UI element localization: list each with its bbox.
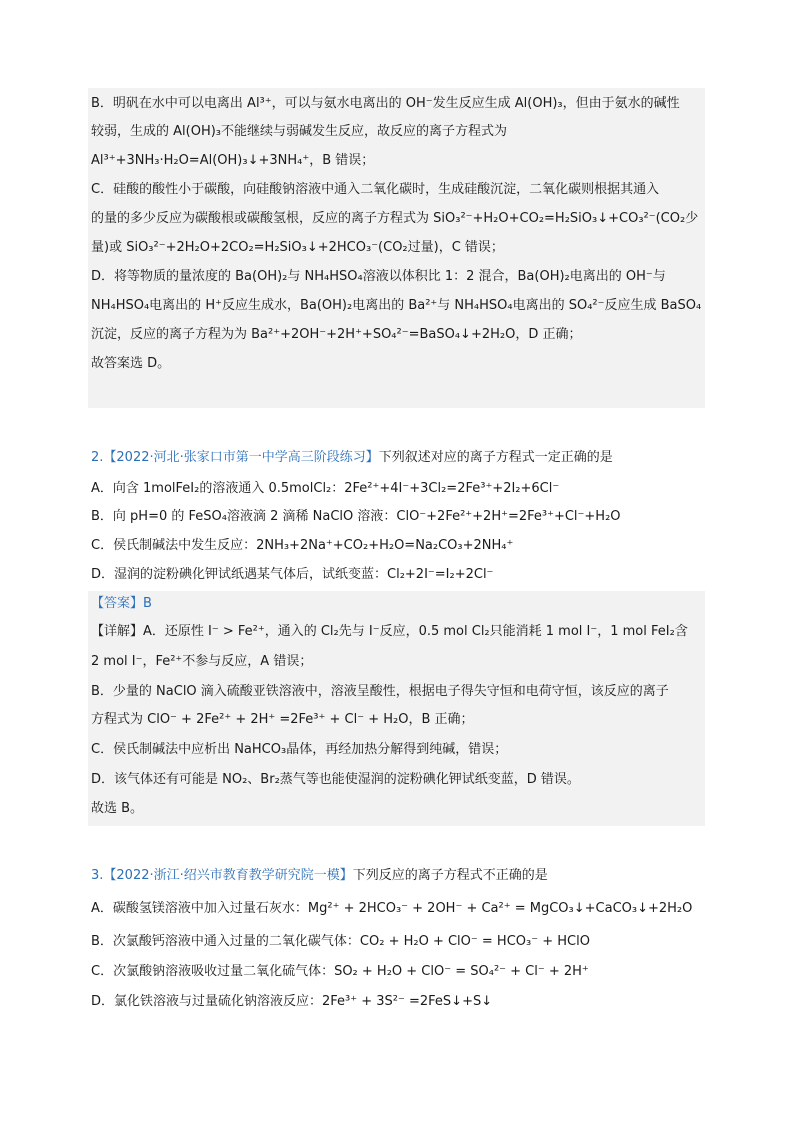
- text-line: B．明矾在水中可以电离出 Al³⁺，可以与氨水电离出的 OH⁻发生反应生成 Al(OH)₃，但由于氨水的碱性: [91, 96, 680, 111]
- text-line: 较弱，生成的 Al(OH)₃不能继续与弱碱发生反应，故反应的离子方程式为: [91, 124, 508, 139]
- detail-line: 2 mol I⁻，Fe²⁺不参与反应，A 错误；: [91, 654, 313, 669]
- question-source: 【2022·河北·张家口市第一中学高三阶段练习】: [103, 450, 379, 465]
- option-a: A．向含 1molFeI₂的溶液通入 0.5molCl₂：2Fe²⁺+4I⁻+3Cl₂=2Fe³⁺+2I₂+6Cl⁻: [91, 481, 560, 496]
- detail-line: 【详解】A．还原性 I⁻ > Fe²⁺，通入的 Cl₂先与 I⁻反应，0.5 mol Cl₂只能消耗 1 mol I⁻，1 mol FeI₂含: [91, 624, 688, 639]
- option-c: C．侯氏制碱法中发生反应：2NH₃+2Na⁺+CO₂+H₂O=Na₂CO₃+2NH₄⁺: [91, 538, 514, 553]
- detail-line: D．该气体还有可能是 NO₂、Br₂蒸气等也能使湿润的淀粉碘化钾试纸变蓝，D 错误。: [91, 772, 580, 787]
- text-line: NH₄HSO₄电离出的 H⁺反应生成水，Ba(OH)₂电离出的 Ba²⁺与 NH₄HSO₄电离出的 SO₄²⁻反应生成 BaSO₄: [91, 298, 702, 313]
- detail-line: 方程式为 ClO⁻ + 2Fe²⁺ + 2H⁺ =2Fe³⁺ + Cl⁻ + H₂O，B 正确；: [91, 712, 474, 727]
- detail-line: B．少量的 NaClO 滴入硫酸亚铁溶液中，溶液呈酸性，根据电子得失守恒和电荷守恒，该反应的离子: [91, 684, 669, 699]
- question-number: 3.: [91, 868, 104, 883]
- text-line: 沉淀，反应的离子方程为为 Ba²⁺+2OH⁻+2H⁺+SO₄²⁻=BaSO₄↓+2H₂O，D 正确；: [91, 327, 582, 342]
- question-3-title: [91, 867, 703, 885]
- text-line: 的量的多少反应为碳酸根或碳酸氢根，反应的离子方程式为 SiO₃²⁻+H₂O+CO₂=H₂SiO₃↓+CO₃²⁻(CO₂少: [91, 211, 699, 226]
- option-d: D．湿润的淀粉碘化钾试纸遇某气体后，试纸变蓝：Cl₂+2I⁻=I₂+2Cl⁻: [91, 567, 494, 582]
- question-stem: 下列反应的离子方程式不正确的是: [352, 868, 548, 883]
- question-stem: 下列叙述对应的离子方程式一定正确的是: [378, 450, 613, 465]
- text-line: Al³⁺+3NH₃·H₂O=Al(OH)₃↓+3NH₄⁺，B 错误；: [91, 153, 375, 168]
- option-a: A．碳酸氢镁溶液中加入过量石灰水：Mg²⁺ + 2HCO₃⁻ + 2OH⁻ + Ca²⁺ = MgCO₃↓+CaCO₃↓+2H₂O: [91, 901, 693, 916]
- text-line: D．将等物质的量浓度的 Ba(OH)₂与 NH₄HSO₄溶液以体积比 1：2 混合，Ba(OH)₂电离出的 OH⁻与: [91, 269, 666, 284]
- option-b: B．向 pH=0 的 FeSO₄溶液滴 2 滴稀 NaClO 溶液：ClO⁻+2Fe²⁺+2H⁺=2Fe³⁺+Cl⁻+H₂O: [91, 509, 621, 524]
- answer-tag: 【答案】B: [91, 596, 152, 611]
- question-number: 2.: [91, 450, 104, 465]
- detail-line: C．侯氏制碱法中应析出 NaHCO₃晶体，再经加热分解得到纯碱，错误；: [91, 742, 508, 757]
- option-c: C．次氯酸钠溶液吸收过量二氧化硫气体：SO₂ + H₂O + ClO⁻ = SO₄²⁻ + Cl⁻ + 2H⁺: [91, 964, 589, 979]
- detail-line: 故选 B。: [91, 801, 144, 816]
- question-source: 【2022·浙江·绍兴市教育教学研究院一模】: [103, 868, 353, 883]
- question-2-title: [91, 449, 703, 467]
- option-d: D．氯化铁溶液与过量硫化钠溶液反应：2Fe³⁺ + 3S²⁻ =2FeS↓+S↓: [91, 994, 493, 1009]
- text-line: 量)或 SiO₃²⁻+2H₂O+2CO₂=H₂SiO₃↓+2HCO₃⁻(CO₂过量)，C 错误；: [91, 240, 504, 255]
- text-line: 故答案选 D。: [91, 356, 171, 371]
- option-b: B．次氯酸钙溶液中通入过量的二氧化碳气体：CO₂ + H₂O + ClO⁻ = HCO₃⁻ + HClO: [91, 934, 590, 949]
- text-line: C．硅酸的酸性小于碳酸，向硅酸钠溶液中通入二氧化碳时，生成硅酸沉淀，二氧化碳则根据其通入: [91, 182, 660, 197]
